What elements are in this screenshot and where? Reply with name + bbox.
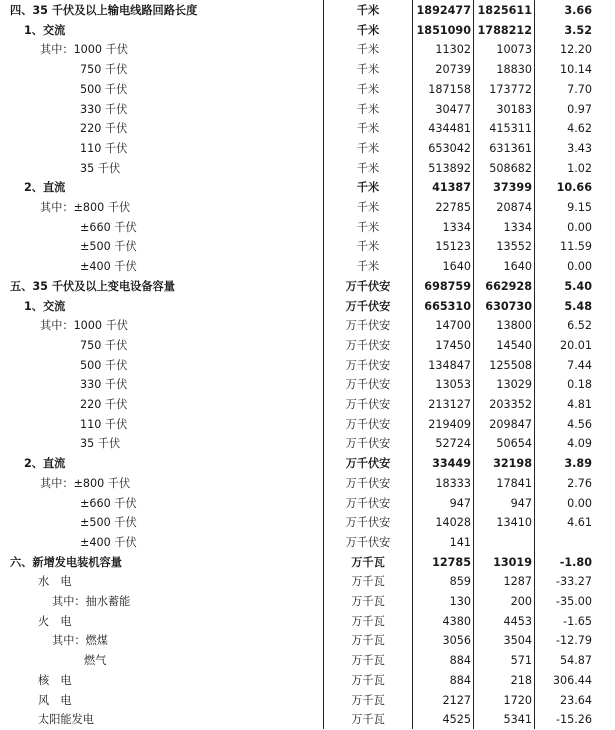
row-value-current: 2127 <box>442 693 471 707</box>
row-name: 330 千伏 <box>80 378 128 392</box>
table-row <box>0 631 615 651</box>
row-name: 其中：1000 千伏 <box>40 43 128 57</box>
table-row <box>0 100 615 120</box>
row-name: ±500 千伏 <box>80 240 137 254</box>
table-row <box>0 513 615 533</box>
row-name: 750 千伏 <box>80 338 128 352</box>
row-name: 太阳能发电 <box>38 713 94 727</box>
row-value-current: 14028 <box>435 516 471 530</box>
row-name: 其中：抽水蓄能 <box>52 595 131 608</box>
row-name: 1、交流 <box>24 23 66 37</box>
table-row <box>0 1 615 21</box>
table-row <box>0 257 615 277</box>
table-row <box>0 119 615 139</box>
row-value-current: 30477 <box>435 102 471 116</box>
row-change-percent: 20.01 <box>559 338 592 352</box>
row-value-previous: 13019 <box>493 555 532 569</box>
row-value-current: 513892 <box>428 161 471 175</box>
row-value-current: 187158 <box>428 82 471 96</box>
row-name: ±400 千伏 <box>80 260 137 274</box>
row-name: 220 千伏 <box>80 122 128 136</box>
table-row <box>0 356 615 376</box>
row-change-percent: 0.00 <box>567 260 592 274</box>
row-value-current: 17450 <box>435 338 471 352</box>
row-unit: 万千瓦 <box>351 634 385 648</box>
row-value-previous: 20874 <box>496 201 532 214</box>
row-name: 水 电 <box>38 575 72 589</box>
row-value-previous: 630730 <box>485 299 532 313</box>
row-change-percent: 4.81 <box>567 398 592 411</box>
row-name: 2、直流 <box>24 181 66 195</box>
row-value-current: 4380 <box>442 614 471 628</box>
table-row <box>0 494 615 514</box>
row-unit: 万千伏安 <box>345 398 391 411</box>
table-row <box>0 21 615 41</box>
row-value-current: 434481 <box>428 122 471 136</box>
row-value-current: 13053 <box>435 378 471 392</box>
row-change-percent: 3.43 <box>567 141 592 155</box>
row-change-percent: 0.97 <box>567 102 592 116</box>
row-name: 五、35 千伏及以上变电设备容量 <box>10 279 175 293</box>
row-name: 500 千伏 <box>80 82 128 96</box>
row-change-percent: 54.87 <box>559 654 592 668</box>
row-change-percent: 3.66 <box>564 4 592 17</box>
row-value-current: 130 <box>449 595 471 608</box>
row-name: 330 千伏 <box>80 102 128 116</box>
row-change-percent: 5.40 <box>564 279 592 293</box>
row-change-percent: 5.48 <box>564 299 592 313</box>
row-value-previous: 1720 <box>503 693 532 707</box>
row-name: 35 千伏 <box>80 437 121 451</box>
table-row <box>0 80 615 100</box>
table-row <box>0 336 615 356</box>
table-row <box>0 60 615 80</box>
row-unit: 千米 <box>356 82 380 96</box>
table-row <box>0 277 615 297</box>
table-row <box>0 415 615 435</box>
row-name: 110 千伏 <box>80 141 128 155</box>
row-change-percent: 306.44 <box>552 673 592 687</box>
row-value-current: 3056 <box>442 634 471 648</box>
row-unit: 万千伏安 <box>345 535 391 549</box>
table-row <box>0 316 615 336</box>
row-unit: 千米 <box>356 161 380 175</box>
table-row <box>0 395 615 415</box>
row-name: 风 电 <box>38 693 72 707</box>
row-value-previous: 508682 <box>489 161 532 175</box>
row-value-current: 134847 <box>428 358 471 372</box>
table-row <box>0 375 615 395</box>
row-name: 其中：燃煤 <box>52 634 108 648</box>
row-value-current: 1851090 <box>416 23 471 37</box>
table-row <box>0 553 615 573</box>
row-unit: 万千瓦 <box>351 713 385 727</box>
table-row <box>0 297 615 317</box>
table-row <box>0 139 615 159</box>
row-name: 六、新增发电装机容量 <box>10 555 122 569</box>
row-unit: 万千伏安 <box>345 437 391 451</box>
row-unit: 千米 <box>356 141 380 155</box>
row-name: ±660 千伏 <box>80 220 137 234</box>
row-unit: 千米 <box>356 220 380 234</box>
row-name: 35 千伏 <box>80 161 121 175</box>
table-row <box>0 237 615 257</box>
row-change-percent: -15.26 <box>555 713 592 727</box>
row-unit: 千米 <box>356 201 380 214</box>
table-row <box>0 434 615 454</box>
table-row <box>0 592 615 612</box>
row-value-current: 18333 <box>435 476 471 490</box>
row-change-percent: 11.59 <box>559 240 592 254</box>
row-value-previous: 32198 <box>493 457 532 471</box>
row-change-percent: 4.09 <box>567 437 592 451</box>
row-unit: 千米 <box>356 4 380 17</box>
row-value-previous: 947 <box>510 496 532 510</box>
row-name: 四、35 千伏及以上输电线路回路长度 <box>10 4 198 17</box>
row-value-previous: 10073 <box>496 43 532 57</box>
table-row <box>0 198 615 218</box>
row-name: 2、直流 <box>24 457 66 471</box>
row-unit: 万千伏安 <box>345 476 391 490</box>
row-value-previous: 1788212 <box>477 23 532 37</box>
row-value-previous: 13410 <box>496 516 532 530</box>
row-value-current: 33449 <box>432 457 471 471</box>
row-name: 核 电 <box>38 673 72 687</box>
row-value-current: 884 <box>449 654 471 668</box>
row-value-current: 1334 <box>442 220 471 234</box>
row-value-current: 947 <box>449 496 471 510</box>
row-value-current: 22785 <box>435 201 471 214</box>
row-change-percent: 3.52 <box>564 23 592 37</box>
row-value-previous: 631361 <box>489 141 532 155</box>
row-value-previous: 415311 <box>489 122 532 136</box>
row-value-current: 12785 <box>432 555 471 569</box>
row-value-current: 141 <box>449 535 471 549</box>
row-value-current: 665310 <box>424 299 471 313</box>
row-unit: 万千瓦 <box>351 693 385 707</box>
row-unit: 千米 <box>356 260 380 274</box>
row-name: ±660 千伏 <box>80 496 137 510</box>
row-name: 110 千伏 <box>80 417 128 431</box>
row-change-percent: -35.00 <box>555 595 592 608</box>
table-row <box>0 691 615 711</box>
row-unit: 万千伏安 <box>345 417 391 431</box>
table-row <box>0 671 615 691</box>
table-row <box>0 651 615 671</box>
row-change-percent: 3.89 <box>564 457 592 471</box>
row-value-previous: 1287 <box>503 575 532 589</box>
row-change-percent: 4.62 <box>567 122 592 136</box>
row-value-previous: 203352 <box>489 398 532 411</box>
row-unit: 万千瓦 <box>351 673 385 687</box>
table-row <box>0 612 615 632</box>
row-value-current: 859 <box>449 575 471 589</box>
row-value-previous: 1640 <box>503 260 532 274</box>
row-name: 其中：±800 千伏 <box>40 201 131 214</box>
row-value-previous: 30183 <box>496 102 532 116</box>
row-unit: 万千伏安 <box>345 516 391 530</box>
row-value-previous: 3504 <box>503 634 532 648</box>
row-value-current: 52724 <box>435 437 471 451</box>
row-change-percent: 10.14 <box>559 63 592 77</box>
row-change-percent: 0.00 <box>567 496 592 510</box>
table-row <box>0 218 615 238</box>
row-unit: 千米 <box>356 23 380 37</box>
row-value-current: 653042 <box>428 141 471 155</box>
row-change-percent: 1.02 <box>567 161 592 175</box>
row-unit: 万千瓦 <box>351 595 385 608</box>
table-row <box>0 454 615 474</box>
row-value-current: 698759 <box>424 279 471 293</box>
row-unit: 万千伏安 <box>345 378 391 392</box>
row-unit: 万千瓦 <box>351 575 385 589</box>
row-name: 其中：±800 千伏 <box>40 476 131 490</box>
row-value-current: 213127 <box>428 398 471 411</box>
row-unit: 万千瓦 <box>351 614 385 628</box>
row-change-percent: -1.65 <box>563 614 592 628</box>
table-row <box>0 159 615 179</box>
row-name: 火 电 <box>38 614 72 628</box>
row-name: 220 千伏 <box>80 398 128 411</box>
row-value-previous: 173772 <box>489 82 532 96</box>
row-unit: 千米 <box>356 102 380 116</box>
row-unit: 万千伏安 <box>345 319 391 333</box>
row-value-previous: 125508 <box>489 358 532 372</box>
row-value-previous: 14540 <box>496 338 532 352</box>
row-value-previous: 200 <box>510 595 532 608</box>
row-value-previous: 4453 <box>503 614 532 628</box>
row-unit: 万千伏安 <box>345 299 391 313</box>
row-value-current: 20739 <box>435 63 471 77</box>
row-value-previous: 17841 <box>496 476 532 490</box>
row-value-previous: 571 <box>510 654 532 668</box>
row-unit: 万千伏安 <box>345 496 391 510</box>
row-value-previous: 218 <box>510 673 532 687</box>
row-unit: 万千伏安 <box>345 279 391 293</box>
row-value-previous: 662928 <box>485 279 532 293</box>
row-change-percent: -1.80 <box>559 555 592 569</box>
row-name: 燃气 <box>84 654 107 668</box>
row-value-current: 884 <box>449 673 471 687</box>
row-unit: 万千伏安 <box>345 358 391 372</box>
row-value-previous: 13800 <box>496 319 532 333</box>
row-value-previous: 37399 <box>493 181 532 195</box>
row-value-previous: 5341 <box>503 713 532 727</box>
row-unit: 万千瓦 <box>351 654 385 668</box>
row-change-percent: 9.15 <box>567 201 592 214</box>
row-value-previous: 50654 <box>496 437 532 451</box>
row-value-previous: 1825611 <box>477 4 532 17</box>
row-value-current: 11302 <box>435 43 471 57</box>
row-change-percent: 0.00 <box>567 220 592 234</box>
row-value-current: 41387 <box>432 181 471 195</box>
row-name: ±400 千伏 <box>80 535 137 549</box>
table-row <box>0 710 615 730</box>
row-name: 其中：1000 千伏 <box>40 319 128 333</box>
table-row <box>0 178 615 198</box>
row-change-percent: -12.79 <box>555 634 592 648</box>
row-change-percent: 6.52 <box>567 319 592 333</box>
table-row <box>0 572 615 592</box>
row-value-current: 1892477 <box>416 4 471 17</box>
table-row <box>0 533 615 553</box>
row-name: ±500 千伏 <box>80 516 137 530</box>
row-change-percent: 2.76 <box>567 476 592 490</box>
table-row <box>0 474 615 494</box>
row-unit: 万千伏安 <box>345 338 391 352</box>
row-change-percent: 12.20 <box>559 43 592 57</box>
row-unit: 万千伏安 <box>345 457 391 471</box>
row-unit: 万千瓦 <box>351 555 385 569</box>
row-unit: 千米 <box>356 43 380 57</box>
row-value-current: 14700 <box>435 319 471 333</box>
row-value-previous: 1334 <box>503 220 532 234</box>
row-change-percent: 23.64 <box>559 693 592 707</box>
row-value-previous: 209847 <box>489 417 532 431</box>
row-change-percent: 4.56 <box>567 417 592 431</box>
row-name: 500 千伏 <box>80 358 128 372</box>
row-value-previous: 13029 <box>496 378 532 392</box>
row-change-percent: 0.18 <box>567 378 592 392</box>
row-change-percent: 4.61 <box>567 516 592 530</box>
row-value-previous: 13552 <box>496 240 532 254</box>
row-value-current: 4525 <box>442 713 471 727</box>
row-change-percent: 7.44 <box>567 358 592 372</box>
row-value-previous: 18830 <box>496 63 532 77</box>
row-unit: 千米 <box>356 63 380 77</box>
row-unit: 千米 <box>356 240 380 254</box>
table-row <box>0 40 615 60</box>
row-value-current: 1640 <box>442 260 471 274</box>
row-change-percent: 10.66 <box>556 181 592 195</box>
row-name: 750 千伏 <box>80 63 128 77</box>
row-change-percent: -33.27 <box>555 575 592 589</box>
row-change-percent: 7.70 <box>567 82 592 96</box>
row-value-current: 219409 <box>428 417 471 431</box>
row-value-current: 15123 <box>435 240 471 254</box>
row-unit: 千米 <box>356 181 380 195</box>
row-unit: 千米 <box>356 122 380 136</box>
row-name: 1、交流 <box>24 299 66 313</box>
